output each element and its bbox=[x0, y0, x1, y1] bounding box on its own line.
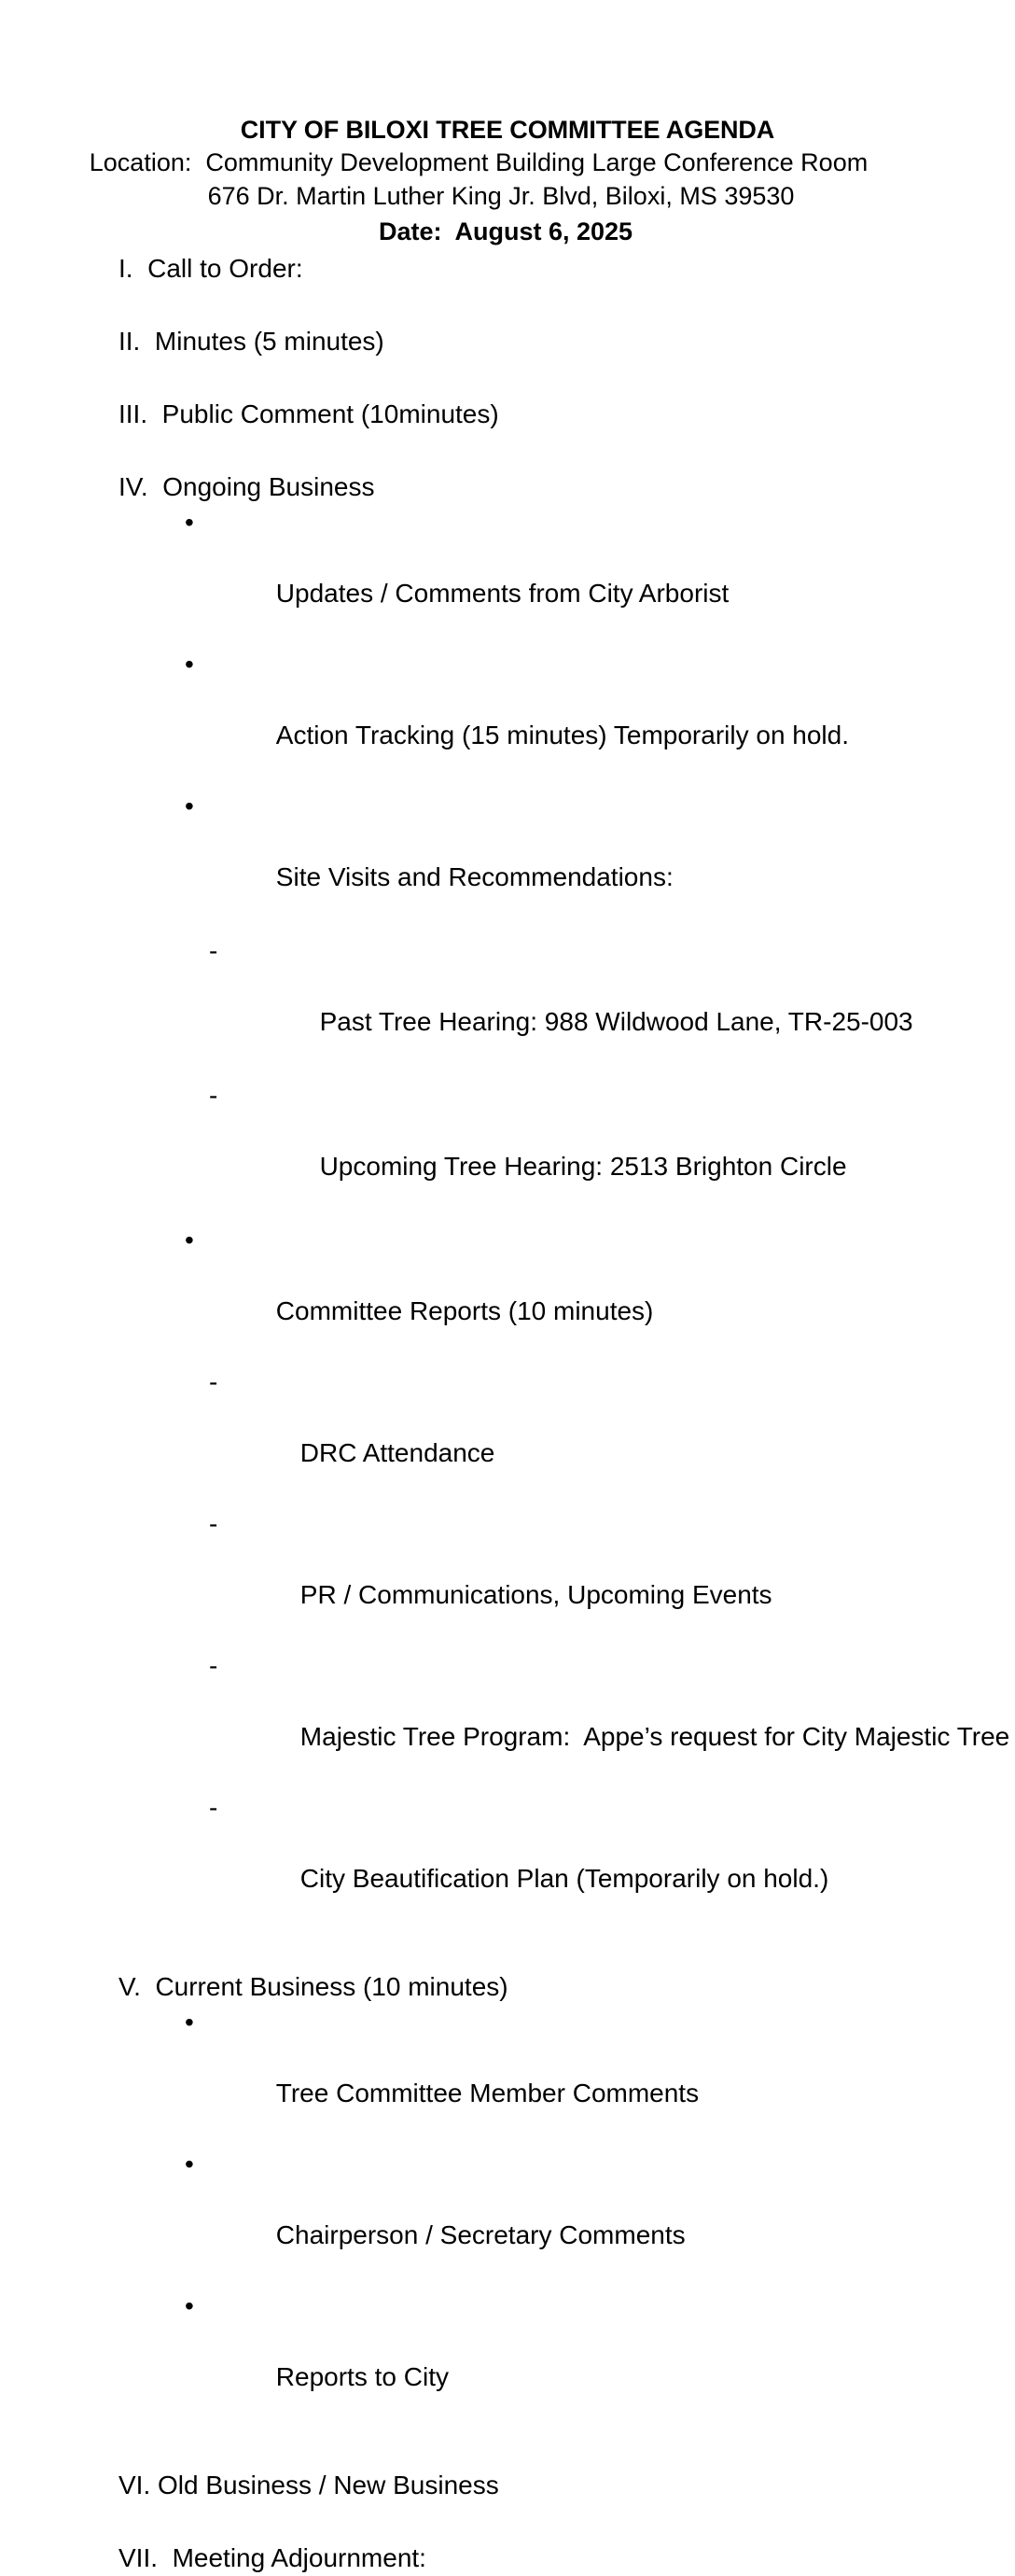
sub-list-item-label: Upcoming Tree Hearing: 2513 Brighton Circle bbox=[312, 1152, 847, 1181]
section-heading-ii: II. Minutes (5 minutes) bbox=[118, 327, 384, 356]
dash-icon: - bbox=[209, 1367, 218, 1396]
list-item bbox=[0, 789, 1015, 931]
dash-icon: - bbox=[209, 936, 218, 965]
sub-list-item-label: Majestic Tree Program: Appe’s request for City Majestic Tree bbox=[299, 1722, 1010, 1751]
list-item-label: Chairperson / Secretary Comments bbox=[275, 2220, 686, 2249]
bullet-icon: • bbox=[185, 2149, 194, 2178]
agenda-body bbox=[0, 251, 1015, 2576]
dash-icon: - bbox=[209, 1509, 218, 1538]
sub-list-item-label: Past Tree Hearing: 988 Wildwood Lane, TR-25-003 bbox=[312, 1007, 913, 1036]
bullet-icon: • bbox=[185, 791, 194, 820]
document-header bbox=[0, 0, 1015, 250]
sub-list-item-label: PR / Communications, Upcoming Events bbox=[299, 1580, 772, 1609]
dash-icon: - bbox=[209, 1081, 218, 1110]
list-item-label: Site Visits and Recommendations: bbox=[275, 862, 674, 891]
sub-list-item-label: DRC Attendance bbox=[299, 1438, 495, 1467]
section-heading-iii: III. Public Comment (10minutes) bbox=[118, 399, 499, 428]
date-line: Date: August 6, 2025 bbox=[378, 217, 633, 245]
section-heading-v: V. Current Business (10 minutes) bbox=[118, 1972, 508, 2001]
agenda-section-vi bbox=[0, 2468, 1015, 2503]
list-item bbox=[0, 647, 1015, 789]
section-heading-vii: VII. Meeting Adjournment: bbox=[118, 2543, 426, 2572]
dash-icon: - bbox=[209, 1651, 218, 1680]
ongoing-business-list bbox=[0, 505, 1015, 1932]
agenda-section-i bbox=[0, 251, 1015, 287]
sub-list-item bbox=[0, 1506, 1015, 1648]
sub-list-item bbox=[0, 1790, 1015, 1932]
bullet-icon: • bbox=[185, 1225, 194, 1254]
list-item-label: Tree Committee Member Comments bbox=[275, 2079, 700, 2107]
bullet-icon: • bbox=[185, 508, 194, 537]
current-business-list bbox=[0, 2005, 1015, 2430]
agenda-section-vii bbox=[0, 2541, 1015, 2576]
bullet-icon: • bbox=[185, 650, 194, 679]
location-line: Location: Community Development Building Large Conference Room bbox=[89, 148, 869, 176]
agenda-section-iv bbox=[0, 469, 1015, 1932]
agenda-section-v bbox=[0, 1969, 1015, 2430]
section-heading-vi: VI. Old Business / New Business bbox=[118, 2471, 499, 2499]
page-title: CITY OF BILOXI TREE COMMITTEE AGENDA bbox=[240, 116, 775, 144]
list-item-label: Reports to City bbox=[275, 2362, 449, 2391]
sub-list-item-label: City Beautification Plan (Temporarily on hold.) bbox=[299, 1864, 829, 1893]
agenda-section-ii bbox=[0, 324, 1015, 359]
section-heading-i: I. Call to Order: bbox=[118, 254, 303, 283]
list-item-label: Committee Reports (10 minutes) bbox=[275, 1296, 654, 1325]
sub-list-item bbox=[0, 933, 1015, 1075]
list-item-label: Action Tracking (15 minutes) Temporarily on hold. bbox=[275, 721, 850, 749]
bullet-icon: • bbox=[185, 2008, 194, 2037]
section-heading-iv: IV. Ongoing Business bbox=[118, 472, 375, 501]
list-item bbox=[0, 2005, 1015, 2147]
sub-list-item bbox=[0, 1365, 1015, 1506]
list-item bbox=[0, 505, 1015, 647]
list-item-label: Updates / Comments from City Arborist bbox=[275, 579, 730, 608]
list-item bbox=[0, 1223, 1015, 1365]
bullet-icon: • bbox=[185, 2291, 194, 2320]
dash-icon: - bbox=[209, 1793, 218, 1822]
list-item bbox=[0, 2289, 1015, 2430]
list-item bbox=[0, 2147, 1015, 2289]
agenda-section-iii bbox=[0, 397, 1015, 432]
sub-list-item bbox=[0, 1078, 1015, 1220]
address-line: 676 Dr. Martin Luther King Jr. Blvd, Biloxi, MS 39530 bbox=[207, 182, 795, 210]
sub-list-item bbox=[0, 1648, 1015, 1790]
